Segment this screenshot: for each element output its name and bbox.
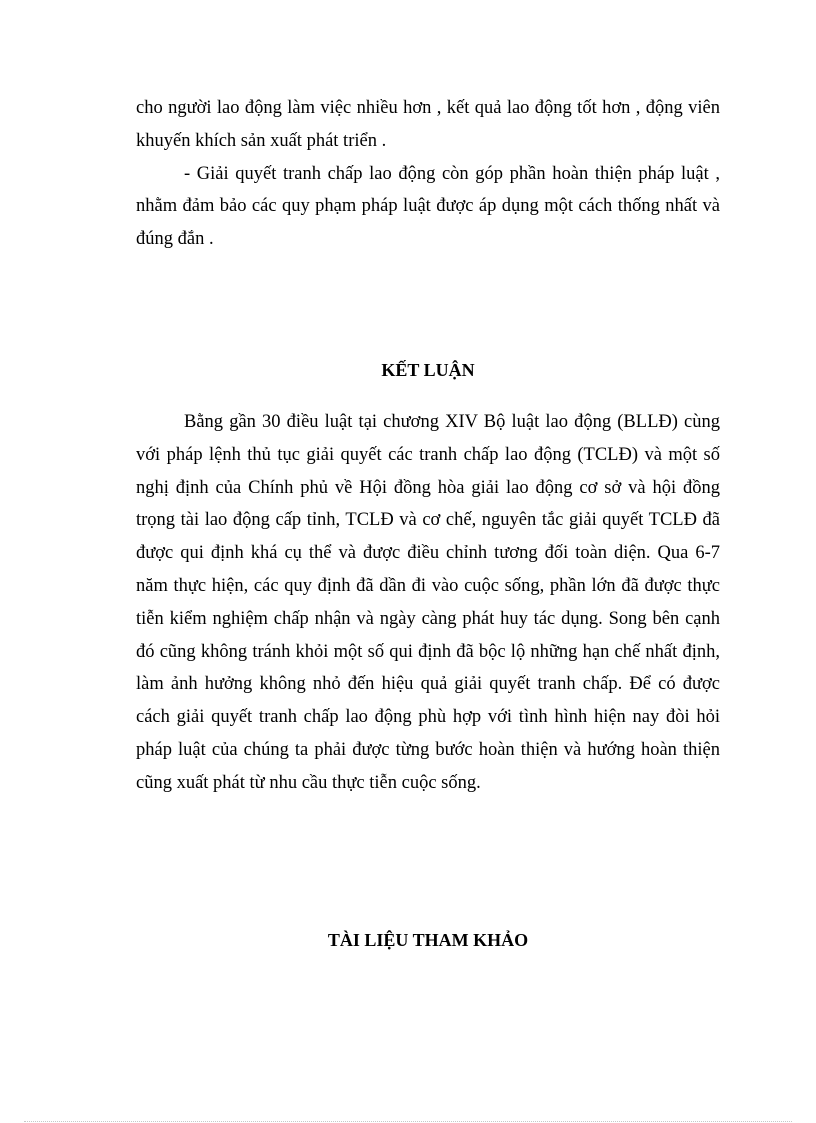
page-content xyxy=(136,92,720,956)
heading-spacer xyxy=(136,386,720,406)
paragraph-continuation: cho người lao động làm việc nhiều hơn , kết quả lao động tốt hơn , động viên khuyến khích sản xuất phát triển . xyxy=(136,98,720,151)
page-bottom-divider xyxy=(24,1121,792,1122)
conclusion-heading: KẾT LUẬN xyxy=(381,359,475,380)
section-spacer xyxy=(136,800,720,924)
conclusion-paragraph: Bằng gần 30 điều luật tại chương XIV Bộ luật lao động (BLLĐ) cùng với pháp lệnh thủ tục giải quyết các tranh chấp lao động (TCLĐ) và một số nghị định của Chính phủ về Hội đồng hòa giải lao động cơ sở và hội đồng trọng tài lao động cấp tỉnh, TCLĐ và cơ chế, nguyên tắc giải quyết TCLĐ đã được qui định khá cụ thể và được điều chỉnh tương đối toàn diện. Qua 6-7 năm thực hiện, các quy định đã dần đi vào cuộc sống, phần lớn đã được thực tiễn kiểm nghiệm chấp nhận và ngày càng phát huy tác dụng. Song bên cạnh đó cũng không tránh khỏi một số qui định đã bộc lộ những hạn chế nhất định, làm ảnh hưởng không nhỏ đến hiệu quả giải quyết tranh chấp. Để có được cách giải quyết tranh chấp lao động phù hợp với tình hình hiện nay đòi hỏi pháp luật của chúng ta phải được từng bước hoàn thiện và hướng hoàn thiện cũng xuất phát từ nhu cầu thực tiễn cuộc sống. xyxy=(136,411,720,793)
paragraph-dispute-resolution: - Giải quyết tranh chấp lao động còn góp phần hoàn thiện pháp luật , nhằm đảm bảo các quy phạm pháp luật được áp dụng một cách thống nhất và đúng đắn . xyxy=(136,163,720,250)
references-heading: TÀI LIỆU THAM KHẢO xyxy=(327,929,529,950)
section-spacer xyxy=(136,256,720,354)
